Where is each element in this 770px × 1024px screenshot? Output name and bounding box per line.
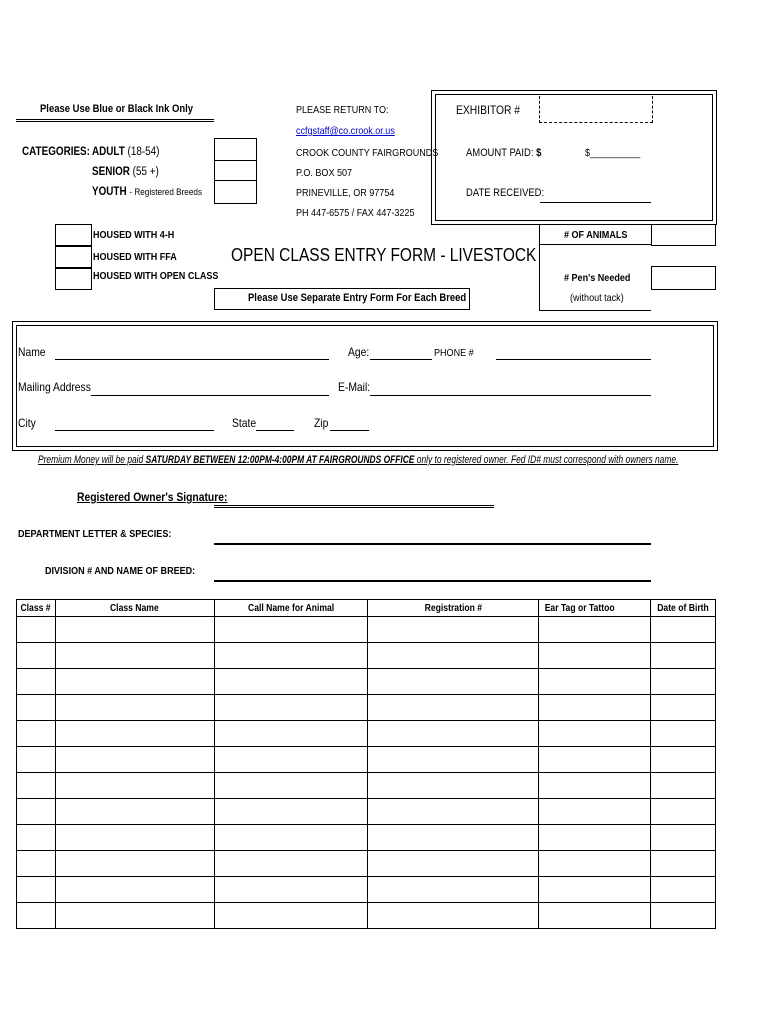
separate-form-note: Please Use Separate Entry Form For Each Breed [248, 292, 467, 304]
table-row [17, 851, 716, 877]
cell-date-of-birth[interactable] [651, 669, 716, 695]
cell-call-name[interactable] [214, 851, 368, 877]
table-row [17, 617, 716, 643]
cell-class-name[interactable] [55, 669, 214, 695]
page-title: OPEN CLASS ENTRY FORM - LIVESTOCK [231, 245, 537, 265]
age-label: Age: [348, 345, 370, 359]
cell-date-of-birth[interactable] [651, 851, 716, 877]
exhibitor-number-field[interactable] [539, 96, 653, 123]
cell-call-name[interactable] [214, 695, 368, 721]
cell-class-number[interactable] [17, 721, 56, 747]
department-field[interactable] [214, 543, 651, 545]
header-call-name: Call Name for Animal [214, 600, 368, 617]
cell-date-of-birth[interactable] [651, 617, 716, 643]
date-received-label: DATE RECEIVED: [466, 187, 545, 199]
return-phone: PH 447-6575 / FAX 447-3225 [296, 207, 415, 219]
cell-class-number[interactable] [17, 877, 56, 903]
state-field[interactable] [256, 430, 294, 431]
cell-class-name[interactable] [55, 643, 214, 669]
cell-class-name[interactable] [55, 851, 214, 877]
cell-ear-tag[interactable] [539, 877, 651, 903]
cell-registration[interactable] [368, 643, 539, 669]
header-date-of-birth: Date of Birth [651, 600, 716, 617]
mailing-address-field[interactable] [91, 395, 329, 396]
entry-table [16, 599, 716, 929]
cell-date-of-birth[interactable] [651, 877, 716, 903]
housed-ffa-label: HOUSED WITH FFA [93, 251, 177, 263]
cell-call-name[interactable] [214, 903, 368, 929]
cell-ear-tag[interactable] [539, 773, 651, 799]
name-label: Name [18, 345, 46, 359]
cell-date-of-birth[interactable] [651, 695, 716, 721]
cell-class-number[interactable] [17, 643, 56, 669]
cell-date-of-birth[interactable] [651, 721, 716, 747]
city-label: City [18, 416, 36, 430]
signature-field[interactable] [214, 505, 494, 508]
cell-ear-tag[interactable] [539, 851, 651, 877]
housed-4h-label: HOUSED WITH 4-H [93, 229, 175, 241]
cell-class-name[interactable] [55, 877, 214, 903]
category-senior-label: SENIOR (55 +) [92, 166, 159, 178]
cell-class-number[interactable] [17, 747, 56, 773]
cell-registration[interactable] [368, 669, 539, 695]
table-row [17, 877, 716, 903]
cell-registration[interactable] [368, 825, 539, 851]
animals-count-field[interactable] [651, 224, 716, 246]
cell-class-number[interactable] [17, 903, 56, 929]
header-class-name: Class Name [55, 600, 214, 617]
return-email-link[interactable]: ccfgstaff@co.crook.or.us [296, 125, 395, 137]
email-field[interactable] [370, 395, 651, 396]
cell-ear-tag[interactable] [539, 721, 651, 747]
age-field[interactable] [370, 359, 432, 360]
animals-count-label: # OF ANIMALS [564, 229, 628, 241]
city-field[interactable] [55, 430, 214, 431]
cell-date-of-birth[interactable] [651, 773, 716, 799]
cell-registration[interactable] [368, 747, 539, 773]
category-youth-label: YOUTH - Registered Breeds [92, 186, 203, 198]
cell-registration[interactable] [368, 799, 539, 825]
cell-date-of-birth[interactable] [651, 799, 716, 825]
table-row [17, 799, 716, 825]
return-box: P.O. BOX 507 [296, 167, 353, 179]
cell-class-number[interactable] [17, 799, 56, 825]
division-field[interactable] [214, 580, 651, 582]
table-row [17, 669, 716, 695]
cell-class-name[interactable] [55, 903, 214, 929]
cell-ear-tag[interactable] [539, 643, 651, 669]
division-label: DIVISION # AND NAME OF BREED: [45, 565, 196, 577]
table-row [17, 695, 716, 721]
table-row [17, 721, 716, 747]
cell-date-of-birth[interactable] [651, 747, 716, 773]
category-adult-label: ADULT (18-54) [92, 146, 160, 158]
table-row [17, 773, 716, 799]
name-field[interactable] [55, 359, 329, 360]
ink-note: Please Use Blue or Black Ink Only [40, 103, 194, 115]
category-senior-checkbox[interactable] [214, 160, 257, 182]
cell-date-of-birth[interactable] [651, 825, 716, 851]
mailing-address-label: Mailing Address [18, 380, 91, 394]
table-row [17, 643, 716, 669]
header-ear-tag: Ear Tag or Tattoo [539, 600, 651, 617]
cell-class-number[interactable] [17, 695, 56, 721]
cell-ear-tag[interactable] [539, 669, 651, 695]
cell-class-name[interactable] [55, 773, 214, 799]
cell-class-name[interactable] [55, 825, 214, 851]
return-label: PLEASE RETURN TO: [296, 104, 389, 116]
cell-class-name[interactable] [55, 747, 214, 773]
cell-call-name[interactable] [214, 643, 368, 669]
cell-call-name[interactable] [214, 799, 368, 825]
amount-paid-label: AMOUNT PAID: $ [466, 147, 542, 159]
table-header-row [17, 600, 716, 617]
table-row [17, 825, 716, 851]
cell-date-of-birth[interactable] [651, 903, 716, 929]
cell-call-name[interactable] [214, 721, 368, 747]
return-org: CROOK COUNTY FAIRGROUNDS [296, 147, 439, 159]
header-class-number: Class # [17, 600, 56, 617]
cell-class-name[interactable] [55, 695, 214, 721]
cell-call-name[interactable] [214, 747, 368, 773]
cell-class-name[interactable] [55, 617, 214, 643]
table-row [17, 903, 716, 929]
cell-ear-tag[interactable] [539, 617, 651, 643]
header-registration: Registration # [368, 600, 539, 617]
cell-class-name[interactable] [55, 721, 214, 747]
ink-note-rule [16, 119, 214, 122]
cell-ear-tag[interactable] [539, 799, 651, 825]
housed-ffa-checkbox[interactable] [55, 246, 92, 268]
housed-open-label: HOUSED WITH OPEN CLASS [93, 270, 219, 282]
cell-registration[interactable] [368, 851, 539, 877]
cell-registration[interactable] [368, 721, 539, 747]
cell-registration[interactable] [368, 617, 539, 643]
table-row [17, 747, 716, 773]
category-youth-checkbox[interactable] [214, 180, 257, 204]
cell-class-number[interactable] [17, 851, 56, 877]
phone-label: PHONE # [434, 347, 474, 359]
state-label: State [232, 416, 257, 430]
zip-field[interactable] [330, 430, 369, 431]
zip-label: Zip [314, 416, 329, 430]
housed-4h-checkbox[interactable] [55, 224, 92, 246]
cell-class-number[interactable] [17, 825, 56, 851]
amount-paid-field[interactable]: $__________ [585, 147, 641, 159]
cell-call-name[interactable] [214, 773, 368, 799]
date-received-field[interactable] [540, 202, 651, 203]
cell-registration[interactable] [368, 877, 539, 903]
housed-open-checkbox[interactable] [55, 268, 92, 290]
pens-needed-sub: (without tack) [570, 292, 624, 304]
signature-label: Registered Owner's Signature: [77, 490, 228, 504]
cell-class-number[interactable] [17, 617, 56, 643]
categories-label: CATEGORIES: [22, 146, 90, 158]
email-label: E-Mail: [338, 380, 371, 394]
cell-ear-tag[interactable] [539, 695, 651, 721]
cell-registration[interactable] [368, 695, 539, 721]
cell-call-name[interactable] [214, 669, 368, 695]
cell-registration[interactable] [368, 773, 539, 799]
exhibitor-label: EXHIBITOR # [456, 103, 521, 117]
phone-field[interactable] [496, 359, 651, 360]
cell-date-of-birth[interactable] [651, 643, 716, 669]
return-city: PRINEVILLE, OR 97754 [296, 187, 395, 199]
cell-class-number[interactable] [17, 773, 56, 799]
pens-needed-field[interactable] [651, 266, 716, 290]
department-label: DEPARTMENT LETTER & SPECIES: [18, 528, 172, 540]
cell-call-name[interactable] [214, 877, 368, 903]
cell-class-name[interactable] [55, 799, 214, 825]
cell-ear-tag[interactable] [539, 747, 651, 773]
cell-ear-tag[interactable] [539, 825, 651, 851]
premium-note: Premium Money will be paid SATURDAY BETWEEN 12:00PM-4:00PM AT FAIRGROUNDS OFFICE only to registered owner. Fed ID# must correspond with owners name. [38, 454, 679, 466]
category-adult-checkbox[interactable] [214, 138, 257, 162]
cell-class-number[interactable] [17, 669, 56, 695]
cell-call-name[interactable] [214, 617, 368, 643]
cell-ear-tag[interactable] [539, 903, 651, 929]
cell-call-name[interactable] [214, 825, 368, 851]
pens-needed-label: # Pen's Needed [564, 272, 631, 284]
cell-registration[interactable] [368, 903, 539, 929]
